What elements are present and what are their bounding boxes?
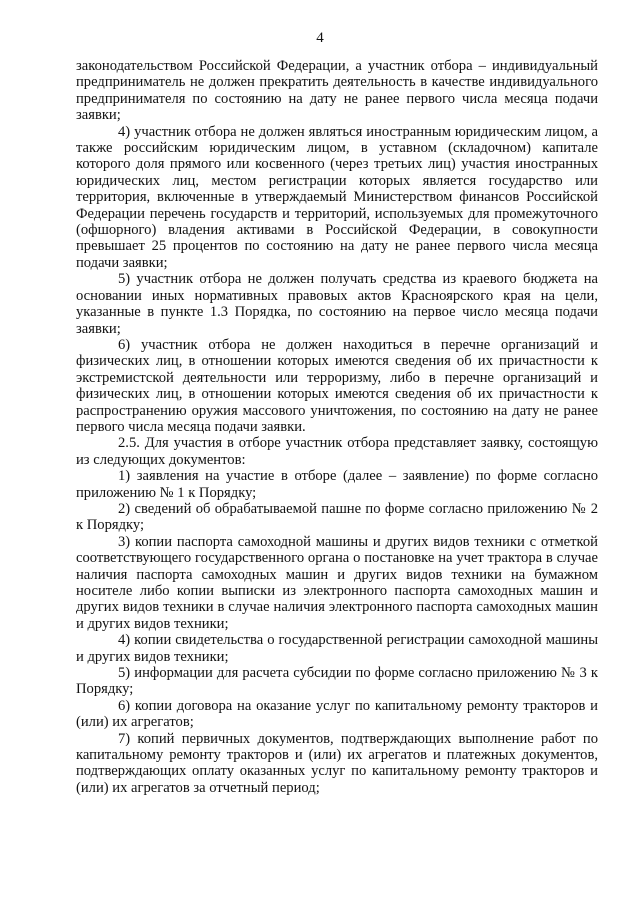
paragraph-item-4: 4) участник отбора не должен являться иностранным юридическим лицом, а также российским юридическим лицом, в уставном (складочном) капитале которого доля прямого или косвенного (через третьих лиц) участия иностранных юридических лиц, местом регистрации которых является государство или территория, включенные в утверждаемый Министерством финансов Российской Федерации перечень государств и территорий, используемых для промежуточного (офшорного) владения активами в Российской Федерации, в совокупности превышает 25 процентов по состоянию на дату не ранее первого числа месяца подачи заявки; <box>76 123 598 271</box>
paragraph-doc-4: 4) копии свидетельства о государственной регистрации самоходной машины и других видов техники; <box>76 632 598 665</box>
paragraph-doc-7: 7) копий первичных документов, подтверждающих выполнение работ по капитальному ремонту тракторов и (или) их агрегатов и платежных документов, подтверждающих оплату оказанных услуг по капитальному ремонту тракторов и (или) их агрегатов за отчетный период; <box>76 730 598 796</box>
paragraph-item-6: 6) участник отбора не должен находиться в перечне организаций и физических лиц, в отношении которых имеются сведения об их причастности к экстремистской деятельности или терроризму, либо в перечне организаций и физических лиц, в отношении которых имеются сведения об их причастности к распространению оружия массового уничтожения, по состоянию на дату не ранее первого числа месяца подачи заявки. <box>76 336 598 435</box>
paragraph-section-2-5: 2.5. Для участия в отборе участник отбора представляет заявку, состоящую из следующих документов: <box>76 435 598 468</box>
paragraph-continuation: законодательством Российской Федерации, а участник отбора – индивидуальный предприниматель не должен прекратить деятельность в качестве индивидуального предпринимателя по состоянию на дату не ранее первого числа месяца подачи заявки; <box>76 58 598 124</box>
paragraph-doc-6: 6) копии договора на оказание услуг по капитальному ремонту тракторов и (или) их агрегатов; <box>76 697 598 731</box>
paragraph-doc-2: 2) сведений об обрабатываемой пашне по форме согласно приложению № 2 к Порядку; <box>76 500 598 534</box>
paragraph-item-5: 5) участник отбора не должен получать средства из краевого бюджета на основании иных нормативных правовых актов Красноярского края на цели, указанные в пункте 1.3 Порядка, по состоянию на первое число месяца подачи заявки; <box>76 271 598 337</box>
paragraph-doc-1: 1) заявления на участие в отборе (далее – заявление) по форме согласно приложению № 1 к Порядку; <box>76 468 598 501</box>
page-number: 4 <box>316 30 324 46</box>
document-body <box>76 58 598 796</box>
paragraph-doc-3: 3) копии паспорта самоходной машины и других видов техники с отметкой соответствующего государственного органа о постановке на учет трактора в случае наличия паспорта самоходных машин и других видов техники на бумажном носителе либо копии выписки из электронного паспорта самоходных машин и других видов техники в случае наличия электронного паспорта самоходных машин и других видов техники; <box>76 533 598 632</box>
paragraph-doc-5: 5) информации для расчета субсидии по форме согласно приложению № 3 к Порядку; <box>76 665 598 698</box>
